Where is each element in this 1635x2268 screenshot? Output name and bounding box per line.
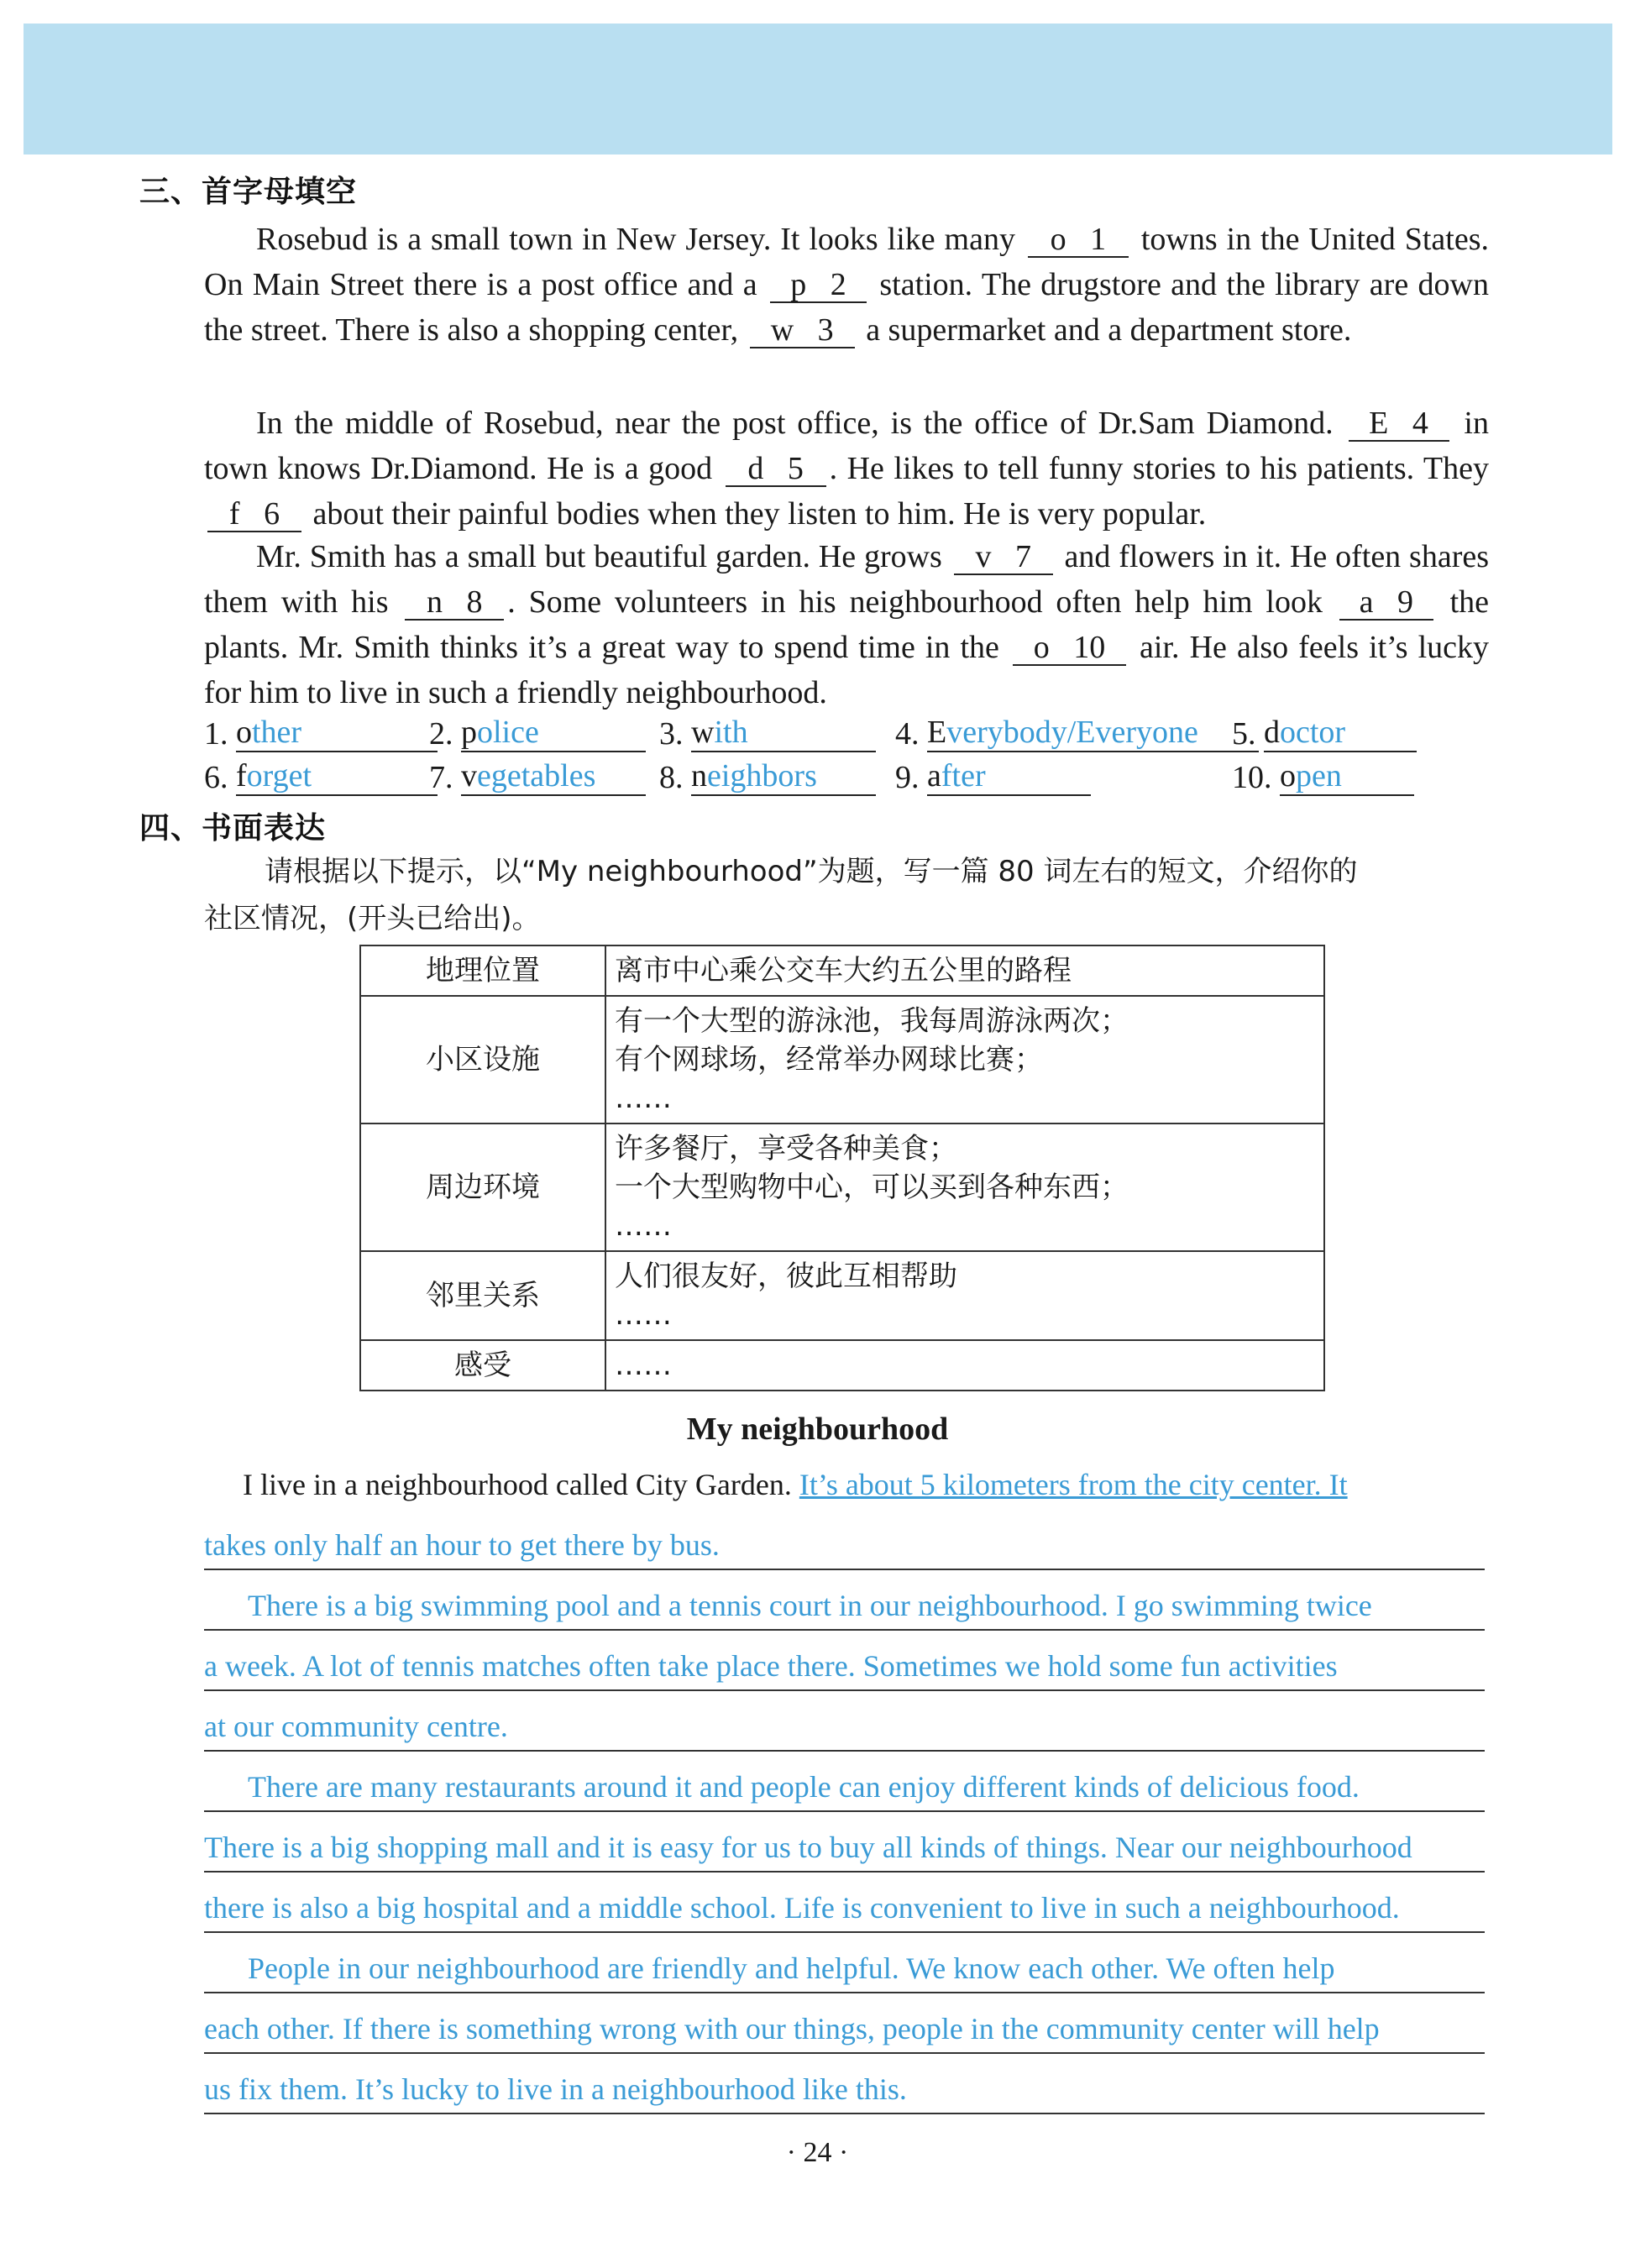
blank-8: n 8 [405,585,504,621]
answer-row-2 [204,757,1514,804]
table-key: 邻里关系 [360,1251,605,1340]
blank-1: o 1 [1028,223,1129,258]
passage-paragraph-3: Mr. Smith has a small but beautiful garden. He grows v 7 and flowers in it. He often shares them with his n 8 . Some volunteers in his neighbourhood often help him look a 9 the plants. Mr. Smith thinks it’s a great way to spend time in the o 10 air. He also feels it’s lucky for him to live in such a friendly neighbourhood. [204,539,1489,710]
table-key: 小区设施 [360,996,605,1124]
essay-line-11: us fix them. It’s lucky to live in a neighbourhood like this. [204,2066,1485,2114]
essay-line-1: I live in a neighbourhood called City Garden. It’s about 5 kilometers from the city center. It [243,1468,1348,1501]
passage-paragraph-2: In the middle of Rosebud, near the post office, is the office of Dr.Sam Diamond. E 4 in town knows Dr.Diamond. He is a good d 5 . He likes to tell funny stories to his patients. They f 6 about their painful bodies when they listen to him. He is very popular. [204,406,1489,532]
answer-2: 2. police [429,714,646,752]
answer-7: 7. vegetables [429,757,646,796]
essay-line-2: takes only half an hour to get there by bus. [204,1522,1485,1570]
blank-4: E 4 [1349,406,1449,442]
answer-1: 1. other [204,714,438,752]
blank-5: d 5 [726,452,826,487]
section-3-title: 三、首字母填空 [139,175,358,209]
table-value: 人们很友好，彼此互相帮助 …… [605,1251,1324,1340]
essay-title: My neighbourhood [686,1412,949,1447]
writing-prompt: 请根据以下提示，以“My neighbourhood”为题，写一篇 80 词左右的短文，介绍你的 社区情况，(开头已给出)。 [204,855,1358,935]
answer-4: 4. Everybody/Everyone [895,714,1259,752]
essay-line-6: There are many restaurants around it and people can enjoy different kinds of delicious food. [204,1763,1485,1812]
table-value: 离市中心乘公交车大约五公里的路程 [605,945,1324,996]
blank-3: w 3 [750,313,855,348]
table-key: 感受 [360,1340,605,1391]
page-number: · 24 · [786,2137,849,2168]
table-key: 地理位置 [360,945,605,996]
blank-2: p 2 [770,268,867,303]
answer-8: 8. neighbors [659,757,876,796]
table-row [360,945,1324,996]
blank-9: a 9 [1339,585,1433,621]
table-row [360,1340,1324,1391]
essay-line-8: there is also a big hospital and a middle school. Life is convenient to live in such a neighbourhood. [204,1884,1485,1933]
essay-line-3: There is a big swimming pool and a tennis court in our neighbourhood. I go swimming twice [204,1582,1485,1631]
table-value: …… [605,1340,1324,1391]
essay-line-4: a week. A lot of tennis matches often take place there. Sometimes we hold some fun activities [204,1642,1485,1691]
essay-line-10: each other. If there is something wrong with our things, people in the community center will help [204,2005,1485,2054]
answer-10: 10. open [1232,757,1414,796]
blank-7: v 7 [954,540,1053,575]
answer-6: 6. forget [204,757,438,796]
answer-3: 3. with [659,714,876,752]
essay-line-7: There is a big shopping mall and it is easy for us to buy all kinds of things. Near our neighbourhood [204,1824,1485,1873]
blank-10: o 10 [1013,631,1126,666]
table-value: 许多餐厅，享受各种美食； 一个大型购物中心，可以买到各种东西； …… [605,1124,1324,1251]
answer-row-1 [204,714,1514,761]
table-row [360,1251,1324,1340]
blank-6: f 6 [207,497,301,532]
table-key: 周边环境 [360,1124,605,1251]
table-value: 有一个大型的游泳池，我每周游泳两次； 有个网球场，经常举办网球比赛； …… [605,996,1324,1124]
header-band [24,24,1612,155]
essay-line-5: at our community centre. [204,1703,1485,1752]
answer-9: 9. after [895,757,1091,796]
table-row [360,1124,1324,1251]
passage-paragraph-1: Rosebud is a small town in New Jersey. It looks like many o 1 towns in the United States. On Main Street there is a post office and a p 2 station. The drugstore and the library are down the street. There is also a shopping center, w 3 a supermarket and a department store. [204,222,1489,348]
table-row [360,996,1324,1124]
essay-line-9: People in our neighbourhood are friendly and helpful. We know each other. We often help [204,1945,1485,1993]
hint-table [359,945,1325,1391]
section-4-title: 四、书面表达 [139,811,327,846]
answer-5: 5. doctor [1232,714,1417,752]
